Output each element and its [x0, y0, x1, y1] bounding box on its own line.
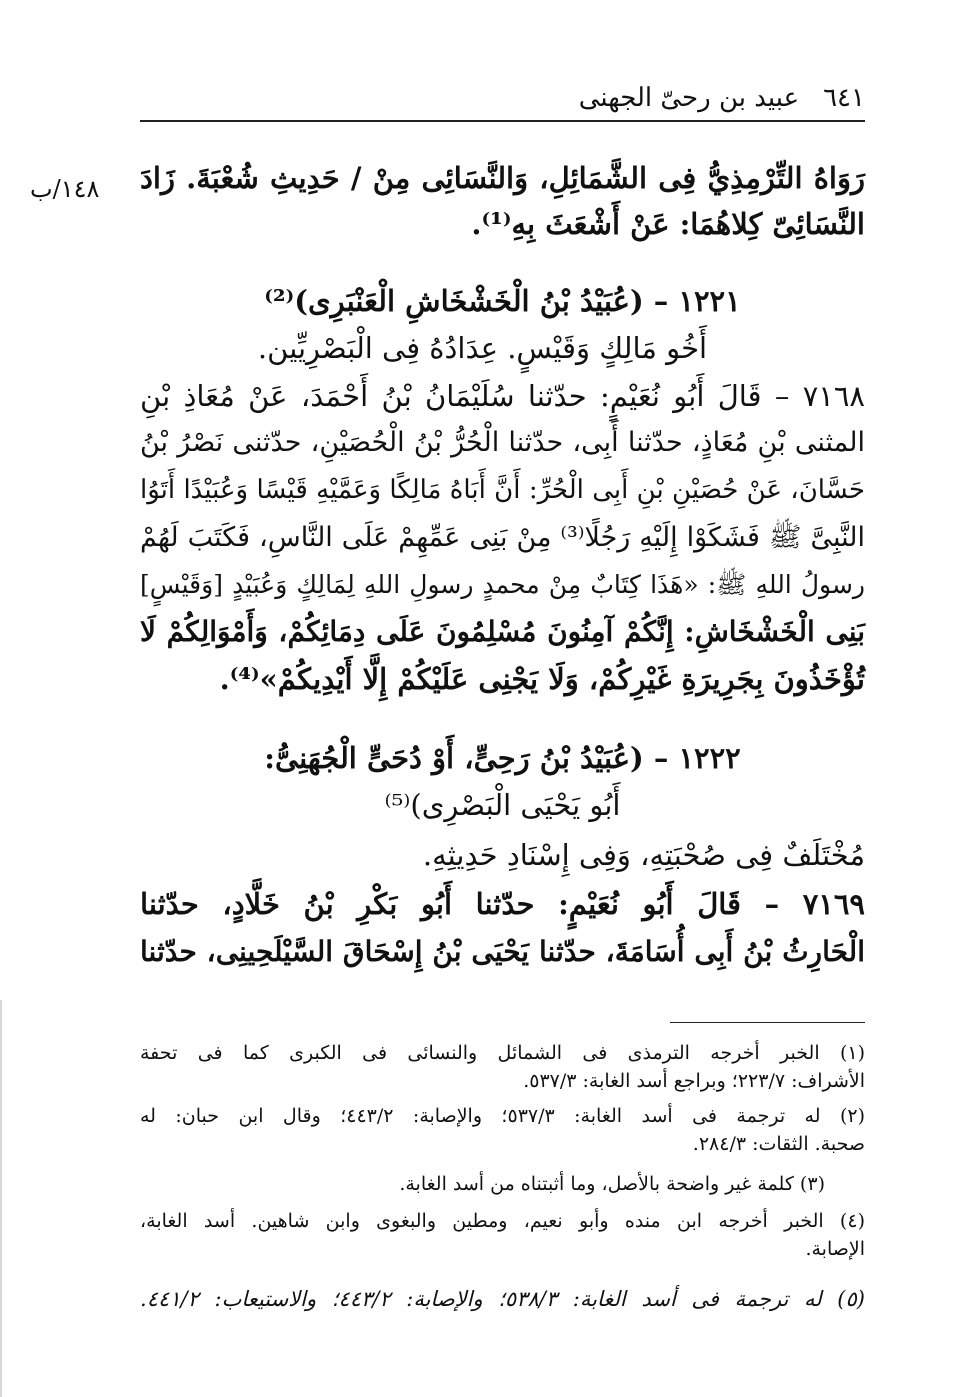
entry-heading: ١٢٢١ – (عُبَيْدُ بْنُ الْخَشْخَاشِ الْعَنْبَرِى)⁽²⁾	[264, 284, 741, 318]
footnote-line: (٢) له ترجمة فى أسد الغابة: ٥٣٧/٣؛ والإصابة: ٤٤٣/٢؛ وقال ابن حبان: له	[140, 1105, 865, 1127]
body-line: المثنى بْنِ مُعَاذٍ، حدّثنا أَبِى، حدّثنا الْحُرُّ بْنُ الْحُصَيْنِ، حدّثنى نَصْرُ بْنُ	[140, 427, 865, 458]
body-line: حَسَّانَ، عَنْ حُصَيْنِ بْنِ أَبِى الْحُرِّ: أَنَّ أَبَاهُ مَالِكًا وَعَمَّيْهِ قَيْسًا وَعُبَيْدًا أَتَوُا	[140, 475, 865, 505]
footnote-line: (٣) كلمة غير واضحة بالأصل، وما أثبتناه من أسد الغابة.	[399, 1173, 825, 1195]
header-rule	[140, 120, 865, 122]
scan-edge	[0, 1000, 2, 1397]
page-header	[140, 78, 865, 118]
footnote-line: (٤) الخبر أخرجه ابن منده وأبو نعيم، ومطين والبغوى وابن شاهين. أسد الغابة،	[140, 1210, 865, 1232]
body-line: مُخْتَلَفٌ فِى صُحْبَتِهِ، وَفِى إِسْنَادِ حَدِيثِهِ.	[422, 838, 865, 872]
body-line: ٧١٦٨ – قَالَ أَبُو نُعَيْمٍ: حدّثنا سُلَيْمَانُ بْنُ أَحْمَدَ، عَنْ مُعَاذِ بْنِ	[140, 379, 865, 413]
body-line: تُؤْخَذُونَ بِجَرِيرَةِ غَيْرِكُمْ، وَلَا يَجْنِى عَلَيْكُمْ إِلَّا أَيْدِيكُمْ»⁽⁴⁾.	[219, 662, 865, 696]
page-number: ٦٤١	[823, 83, 865, 113]
body-line: رَوَاهُ التِّرْمِذِيُّ فِى الشَّمَائِلِ، وَالنَّسَائِى مِنْ / حَدِيثِ شُعْبَةَ. زَادَ	[140, 161, 865, 195]
footnote-line: (٥) له ترجمة فى أسد الغابة: ٥٣٨/٣؛ والإصابة: ٤٤٣/٢؛ والاستيعاب: ٤٤١/٢.	[140, 1287, 865, 1311]
body-line: النَّسَائِىّ كِلاهُمَا: عَنْ أَشْعَثَ بِهِ⁽¹⁾.	[471, 207, 865, 241]
footnote-line: الأشراف: ٢٢٣/٧؛ وبراجع أسد الغابة: ٥٣٧/٣.	[523, 1070, 865, 1092]
body-line: ٧١٦٩ – قَالَ أَبُو نُعَيْمٍ: حدّثنا أَبُو بَكْرِ بْنُ خَلَّادٍ، حدّثنا	[140, 887, 865, 921]
footnote-line: صحبة. الثقات: ٢٨٤/٣.	[692, 1133, 865, 1155]
entry-heading: ١٢٢٢ – (عُبَيْدُ بْنُ رَحِىٍّ، أَوْ دُحَىٍّ الْجُهَنِىُّ:	[264, 741, 741, 775]
footnote-line: الإصابة.	[805, 1238, 865, 1260]
footnote-separator	[670, 1022, 865, 1023]
body-line: الْحَارِثُ بْنُ أَبِى أُسَامَةَ، حدّثنا يَحْيَى بْنُ إِسْحَاقَ السَّيْلَحِينِى، حدّثنا	[140, 935, 865, 968]
margin-folio-note: ١٤٨/ب	[30, 175, 100, 203]
running-title: عبيد بن رحىّ الجهنى	[578, 83, 800, 113]
entry-subheading: أَخُو مَالِكٍ وَقَيْسٍ. عِدَادُهُ فِى الْبَصْرِيِّين.	[257, 331, 708, 365]
body-line: بَنِى الْخَشْخَاشِ: إِنَّكُمْ آمِنُونَ مُسْلِمُونَ عَلَى دِمَائِكُمْ، وَأَمْوَالِكُمْ لَا	[140, 615, 865, 648]
entry-heading-continued: أَبُو يَحْيَى الْبَصْرِى)⁽⁵⁾	[384, 788, 621, 822]
body-line: رسولُ اللهِ ﷺ: «هَذَا كِتَابٌ مِنْ محمدٍ رسولِ اللهِ لِمَالِكٍ وَعُبَيْدٍ [وَقَيْسٍ]	[140, 570, 865, 599]
footnote-line: (١) الخبر أخرجه الترمذى فى الشمائل والنسائى فى الكبرى كما فى تحفة	[140, 1042, 865, 1064]
body-line: النَّبِىَّ ﷺ فَشَكَوْا إِلَيْهِ رَجُلًا⁽³⁾ مِنْ بَنِى عَمِّهِمْ عَلَى النَّاسِ، فَكَتَبَ لَهُمْ	[140, 522, 865, 553]
